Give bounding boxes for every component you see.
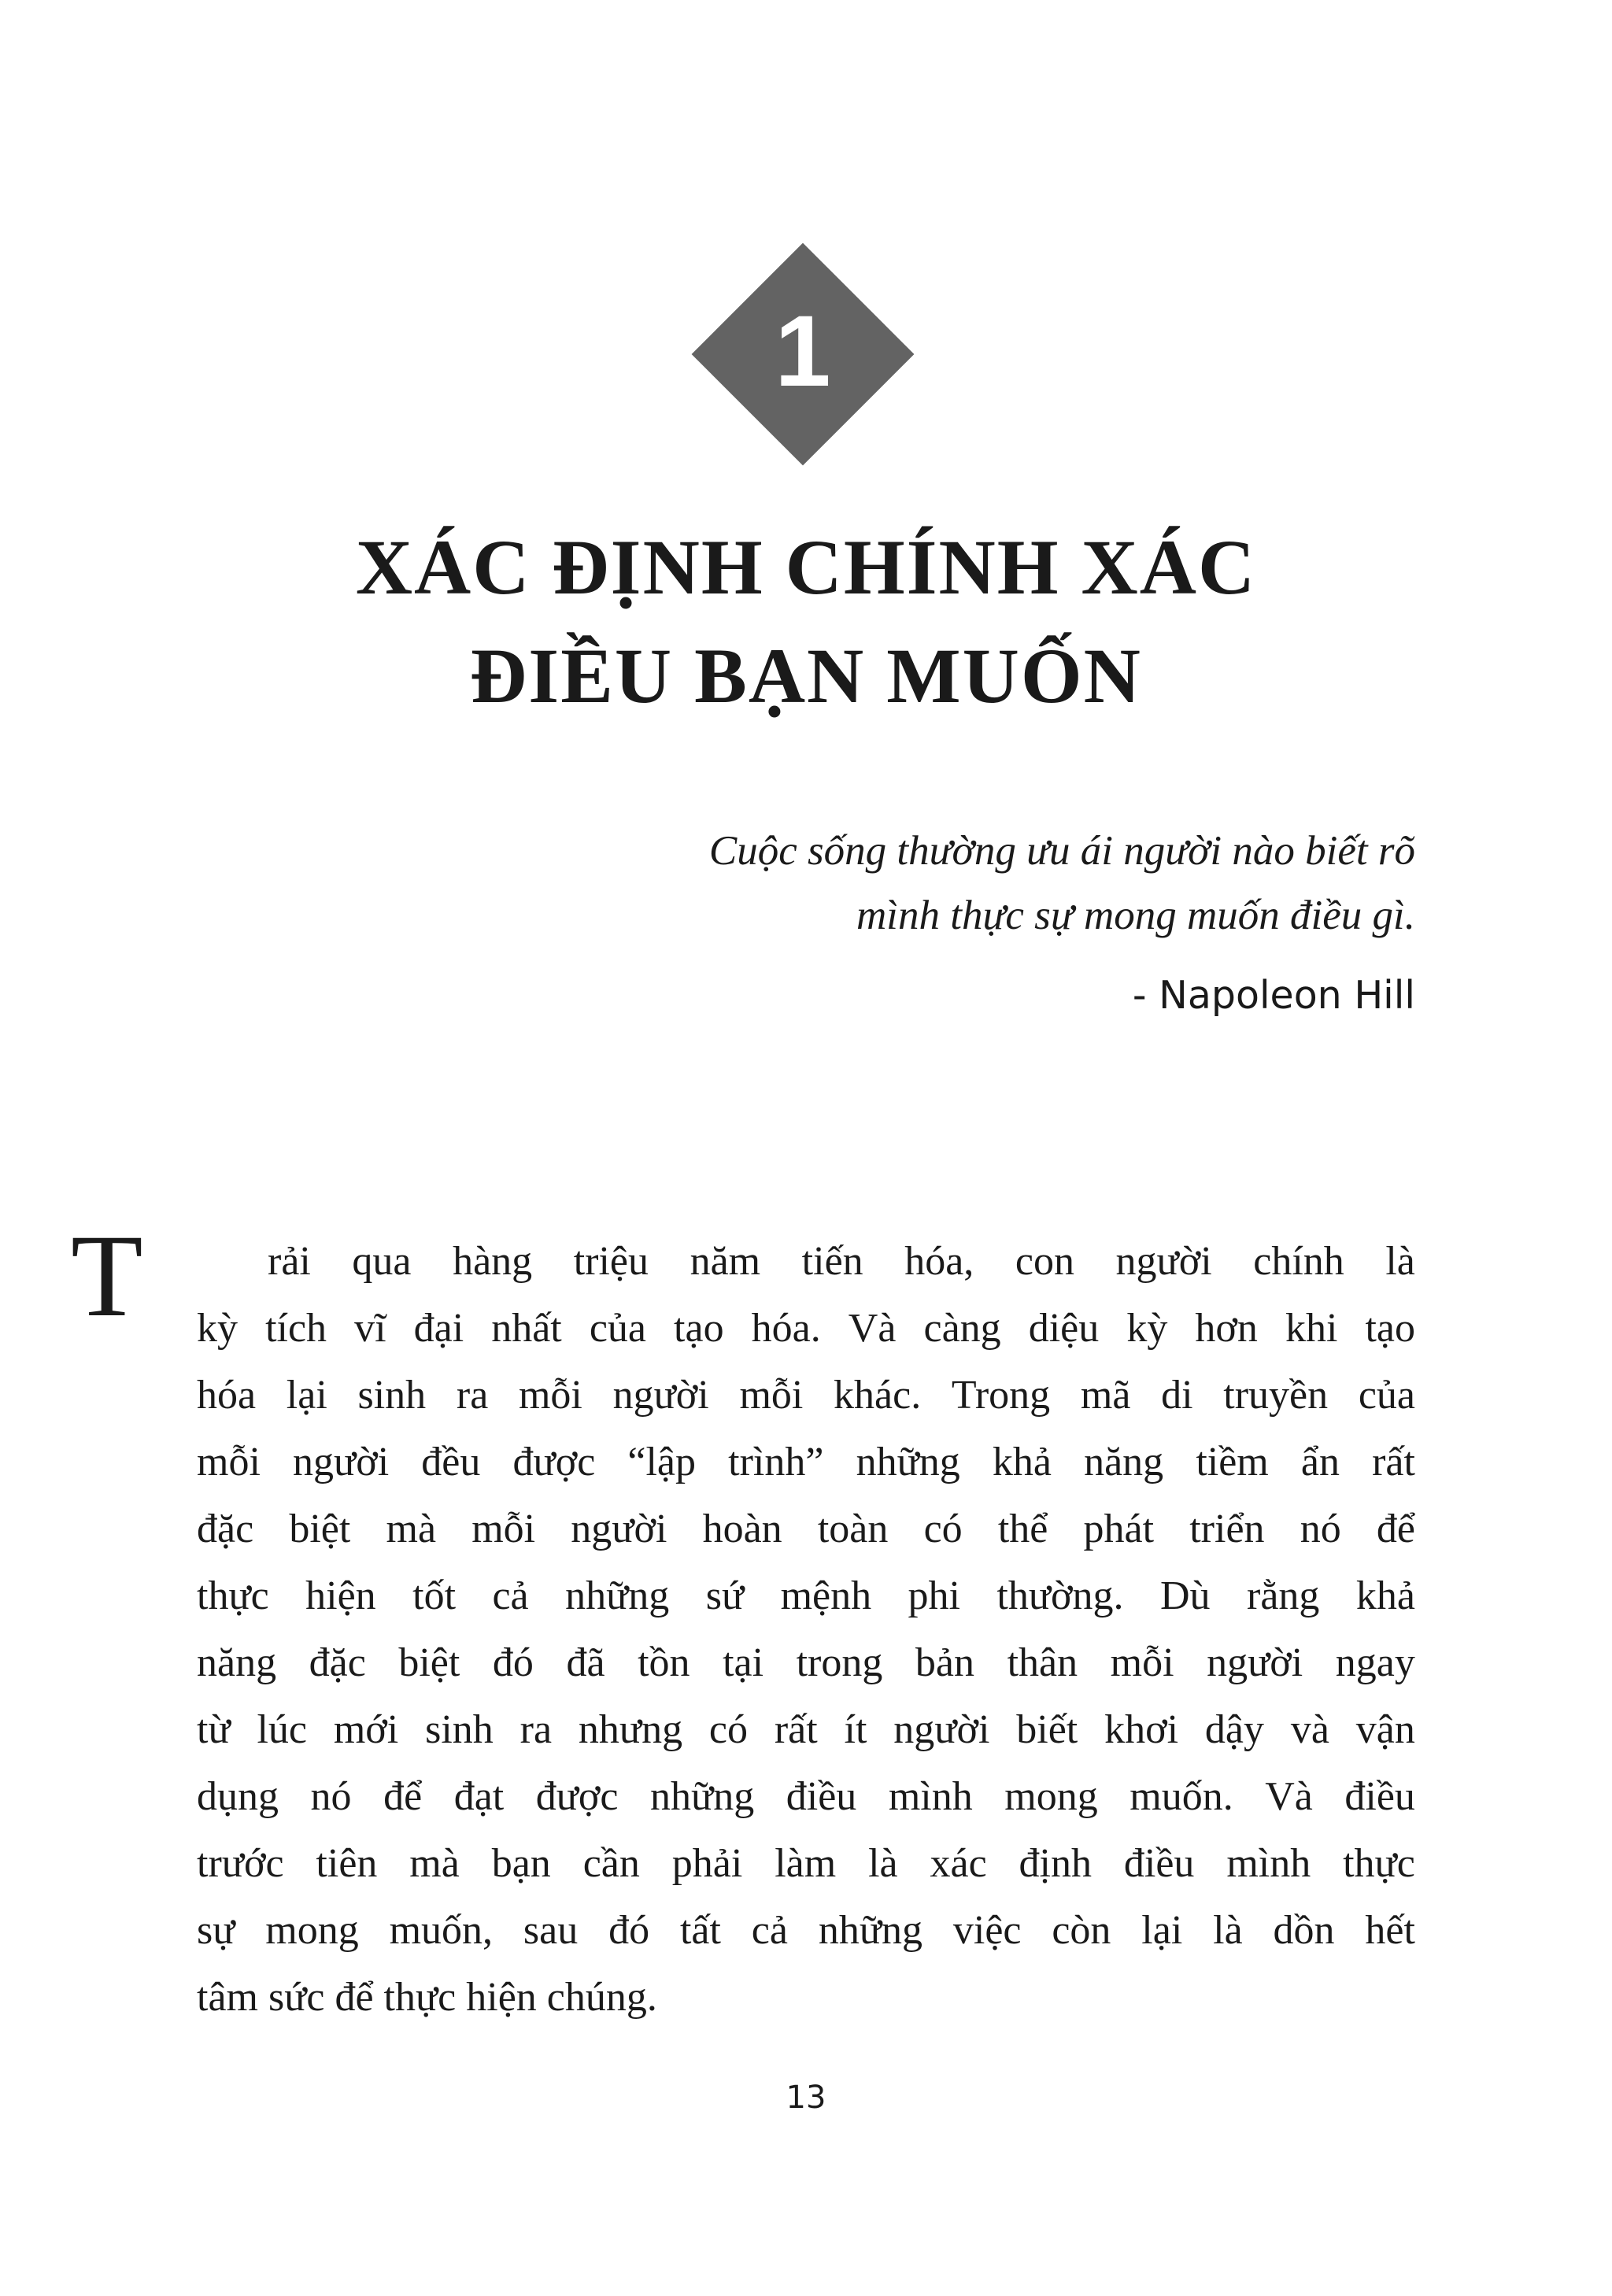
chapter-title <box>0 513 1612 730</box>
body-line: năng đặc biệt đó đã tồn tại trong bản thân mỗi người ngay <box>197 1640 1415 1685</box>
body-line: thực hiện tốt cả những sứ mệnh phi thường. Dù rằng khả <box>197 1573 1415 1618</box>
epigraph-quote <box>471 819 1415 948</box>
chapter-title-line-1: XÁC ĐỊNH CHÍNH XÁC <box>355 523 1257 611</box>
chapter-title-line-2: ĐIỀU BẠN MUỐN <box>470 632 1142 719</box>
body-line: dụng nó để đạt được những điều mình mong muốn. Và điều <box>197 1774 1415 1819</box>
chapter-number-badge <box>689 240 917 468</box>
body-line: rải qua hàng triệu năm tiến hóa, con người chính là <box>268 1239 1415 1284</box>
body-line: kỳ tích vĩ đại nhất của tạo hóa. Và càng diệu kỳ hơn khi tạo <box>197 1306 1415 1351</box>
page-number: 13 <box>786 2080 826 2116</box>
body-paragraph <box>197 1228 1415 2031</box>
epigraph-author: - Napoleon Hill <box>1132 973 1415 1018</box>
epigraph-quote-line-2: mình thực sự mong muốn điều gì. <box>856 893 1415 938</box>
body-line: sự mong muốn, sau đó tất cả những việc còn lại là dồn hết <box>197 1908 1415 1953</box>
body-line: từ lúc mới sinh ra nhưng có rất ít người biết khơi dậy và vận <box>197 1707 1415 1752</box>
body-line: hóa lại sinh ra mỗi người mỗi khác. Trong mã di truyền của <box>197 1373 1415 1418</box>
body-line: đặc biệt mà mỗi người hoàn toàn có thể phát triển nó để <box>197 1507 1415 1551</box>
drop-cap: T <box>71 1211 143 1341</box>
epigraph <box>471 819 1415 1023</box>
epigraph-quote-line-1: Cuộc sống thường ưu ái người nào biết rõ <box>708 828 1415 874</box>
body-line: trước tiên mà bạn cần phải làm là xác định điều mình thực <box>197 1841 1415 1886</box>
chapter-number: 1 <box>775 295 831 408</box>
body-line: tâm sức để thực hiện chúng. <box>197 1975 657 2020</box>
body-line: mỗi người đều được “lập trình” những khả năng tiềm ẩn rất <box>197 1440 1415 1484</box>
